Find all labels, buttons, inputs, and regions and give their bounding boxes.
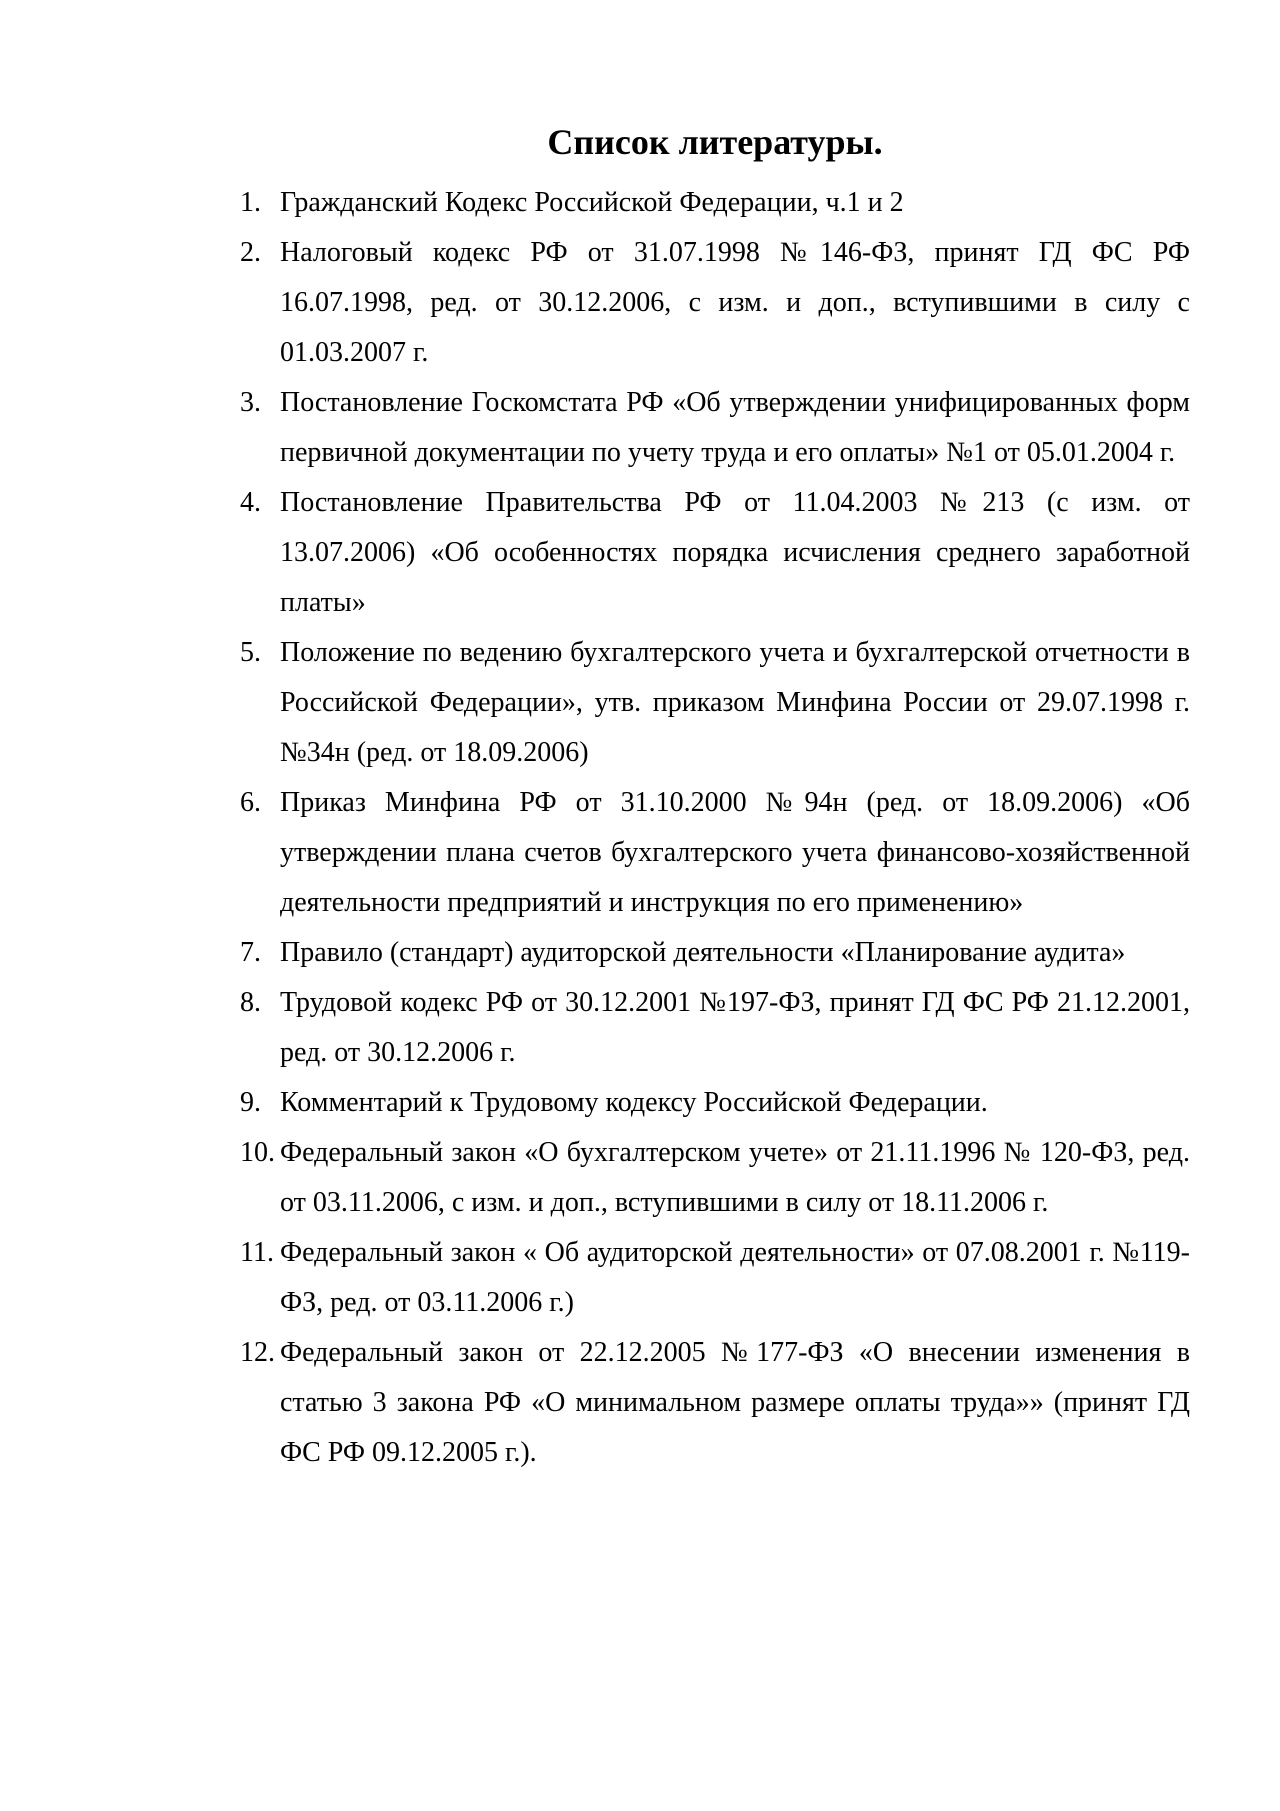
list-item-text: Правило (стандарт) аудиторской деятельности «Планирование аудита» (280, 937, 1126, 968)
list-item-number: 2. (240, 237, 261, 268)
list-item-text: Гражданский Кодекс Российской Федерации, ч.1 и 2 (280, 187, 904, 218)
list-item-number: 10. (240, 1137, 275, 1168)
list-item (240, 628, 1190, 778)
list-item-number: 9. (240, 1087, 261, 1118)
list-item-text: Федеральный закон от 22.12.2005 №177-ФЗ «О внесении изменения в статью 3 закона РФ «О минимальном размере оплаты труда»» (принят ГД ФС РФ 09.12.2005 г.). (280, 1337, 1190, 1468)
list-item-number: 11. (240, 1237, 274, 1268)
list-item (240, 778, 1190, 928)
list-item-number: 5. (240, 637, 261, 668)
list-item (240, 1128, 1190, 1228)
list-item-text: Трудовой кодекс РФ от 30.12.2001 №197-ФЗ, принят ГД ФС РФ 21.12.2001, ред. от 30.12.2006 г. (280, 987, 1190, 1068)
list-item-number: 6. (240, 787, 261, 818)
list-item-text: Федеральный закон « Об аудиторской деятельности» от 07.08.2001 г. №119-ФЗ, ред. от 03.11.2006 г.) (280, 1237, 1190, 1318)
list-item-number: 12. (240, 1337, 275, 1368)
list-item-text: Комментарий к Трудовому кодексу Российской Федерации. (280, 1087, 988, 1118)
list-item-text: Приказ Минфина РФ от 31.10.2000 №94н (ред. от 18.09.2006) «Об утверждении плана счетов бухгалтерского учета финансово-хозяйственной деятельности предприятий и инструкция по его применению» (280, 787, 1190, 918)
list-item (240, 928, 1190, 978)
list-item-number: 4. (240, 487, 261, 518)
list-item-text: Постановление Правительства РФ от 11.04.2003 №213 (с изм. от 13.07.2006) «Об особенностях порядка исчисления среднего заработной платы» (280, 487, 1190, 618)
list-item-number: 1. (240, 187, 261, 218)
list-item (240, 178, 1190, 228)
list-item (240, 228, 1190, 378)
list-item-text: Постановление Госкомстата РФ «Об утверждении унифицированных форм первичной документации по учету труда и его оплаты» №1 от 05.01.2004 г. (280, 387, 1190, 468)
list-item (240, 1228, 1190, 1328)
list-item (240, 378, 1190, 478)
list-item-number: 8. (240, 987, 261, 1018)
list-item-number: 3. (240, 387, 261, 418)
list-item (240, 1328, 1190, 1478)
list-item (240, 478, 1190, 628)
list-item-text: Налоговый кодекс РФ от 31.07.1998 №146-ФЗ, принят ГД ФС РФ 16.07.1998, ред. от 30.12.2006, с изм. и доп., вступившими в силу с 01.03.2007 г. (280, 237, 1190, 368)
list-item-text: Положение по ведению бухгалтерского учета и бухгалтерской отчетности в Российской Федерации», утв. приказом Минфина России от 29.07.1998 г. №34н (ред. от 18.09.2006) (280, 637, 1190, 768)
list-item-text: Федеральный закон «О бухгалтерском учете» от 21.11.1996 № 120-ФЗ, ред. от 03.11.2006, с изм. и доп., вступившими в силу от 18.11.2006 г. (280, 1137, 1190, 1218)
list-item-number: 7. (240, 937, 261, 968)
list-item (240, 1078, 1190, 1128)
list-item (240, 978, 1190, 1078)
page-title: Список литературы. (547, 122, 883, 162)
reference-list (240, 178, 1190, 1478)
